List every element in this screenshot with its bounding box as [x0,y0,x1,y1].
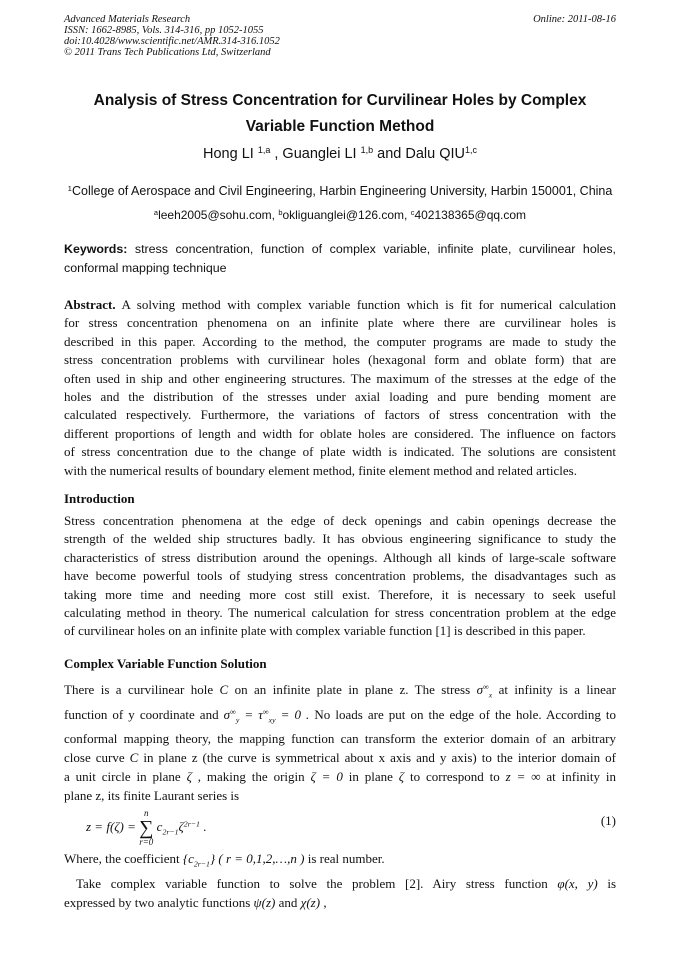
abstract-line: for stress concentration phenomena on an infinite plate where there are curvilinear holes is [64,315,616,331]
text-run: and [275,894,301,910]
tau-symbol: = τ [239,706,263,722]
journal-issn: ISSN: 1662-8985, Vols. 314-316, pp 1052-1055 [64,25,264,36]
abstract [64,296,616,480]
author-list [64,146,616,162]
intro-line: strength of the welded ship structures badly. It has obvious engineering significance to study the [64,531,616,547]
coefficient-line [64,849,616,874]
brace-close: } [209,851,216,866]
journal-doi: doi:10.4028/www.scientific.net/AMR.314-316.1052 [64,36,280,47]
introduction-body [64,512,616,641]
author-2-sup: 1,b [360,145,374,156]
section-heading-introduction: Introduction [64,491,135,506]
equation-number: (1) [600,813,616,828]
x-sub: x [488,690,493,700]
equation-lhs: z = f(ζ) = [86,818,140,834]
text-run: , [320,894,327,910]
affiliation-text: College of Aerospace and Civil Engineering, Harbin Engineering University, Harbin 150001, China [71,184,613,198]
math-sigma-x-inf [476,682,493,700]
airy-line [64,874,616,893]
sigma-glyph: ∑ [139,817,154,839]
paper-title [64,88,616,140]
math-phi: φ(x, y) [557,875,598,891]
intro-line: have become powerful tools of studying stress concentration problems, the disadvantages such as [64,568,616,584]
math-r-range: ( r = 0,1,2,…,n ) [215,851,308,866]
math-zeta: ζ [398,769,405,785]
affiliation [64,184,616,198]
abstract-line: with the numerical results of boundary element method, finite element method and related articles. [64,462,577,478]
complex-body [64,680,616,805]
equation-end: . [199,818,207,834]
keywords [64,240,616,278]
text-run: on an infinite plate in plane z. The stress [228,682,477,697]
sum-lower: r=0 [139,837,154,847]
text-run: There is a curvilinear hole [64,682,220,697]
coef-sub: 2r−1 [162,827,179,837]
math-chi: χ(z) [300,894,321,910]
math-z-infinity: z = ∞ [505,769,541,785]
math-boundary-condition [223,706,310,725]
complex-line: plane z, its finite Laurant series is [64,788,240,804]
author-2: , Guanglei LI [270,146,361,162]
infinity-sup: ∞ [230,707,236,717]
text-run: Take complex variable function to solve the problem [2]. Airy stress function [76,875,558,891]
email-c[interactable]: 402138365@qq.com [414,208,527,222]
text-run: function of y coordinate and [64,706,224,722]
online-date: Online: 2011-08-16 [533,14,616,25]
math-psi: ψ(z) [253,894,276,910]
complex-body-2 [64,849,616,912]
zeta-sup: 2r−1 [183,819,200,829]
abstract-line: calculated respectively. Furthermore, the variations of factors of stress concentration with the [64,407,616,423]
intro-line: taking more time and needing more cost still exist. Therefore, it is necessary to seek useful [64,586,616,602]
complex-line: conformal mapping theory, the mapping function can transform the exterior domain of an arbitrary [64,731,616,747]
text-run: at infinity is a linear [492,682,616,697]
intro-line: calculating method in theory. The numerical calculation for stress concentration problem at the edge [64,605,616,621]
zeta-var: ζ [178,818,184,834]
affiliation-sup: 1 [67,183,72,193]
math-C: C [219,682,229,697]
xy-sub: xy [268,715,276,725]
keywords-line-1 [64,240,616,259]
text-run: expressed by two analytic functions [64,894,254,910]
summation [139,808,153,848]
section-heading-complex-variable: Complex Variable Function Solution [64,656,267,671]
abstract-line: of stress concentration due to the change of plate width is indicated. The solutions are consistent [64,444,616,460]
equation-term [156,818,200,837]
abstract-text: A solving method with complex variable function which is fit for numerical calculation [115,297,616,312]
text-run: at infinity in [540,769,616,785]
sum-upper: n [144,808,149,818]
math-C: C [129,750,139,766]
abstract-line: often used in ship and other engineering structures. The maximum of the stresses at the edge of the [64,370,616,386]
infinity-sup: ∞ [262,707,269,717]
abstract-line: described in this paper. According to the method, the computer programs are made to study the [64,333,616,349]
author-emails [64,208,616,222]
complex-line [64,680,616,705]
sigma-symbol: σ [476,682,483,697]
abstract-line: different proportions of length and width for oblate holes are considered. The influence on factors [64,425,616,441]
equals-zero: = 0 . [275,706,310,722]
sigma-symbol: σ [223,706,231,722]
math-zeta: ζ [186,769,192,785]
airy-line-2 [64,893,616,912]
email-a-sup: a [153,207,159,217]
text-run: in plane z (the curve is symmetrical about x axis and y axis) to the interior domain of [138,750,616,766]
equation-1 [86,808,206,848]
abstract-line: holes and the distribution of the stresses under axial loading and pure bending moment are [64,389,616,405]
journal-header [64,14,616,58]
keywords-line-2: conformal mapping technique [64,261,227,275]
brace-c: {c [182,851,194,866]
intro-line: characteristics of stress distribution around the openings. Although all kinds of large-scale software [64,549,616,565]
text-run: a unit circle in plane [64,769,187,785]
text-run: to correspond to [404,769,506,785]
journal-name: Advanced Materials Research [64,14,191,25]
text-run: is real number. [307,851,385,866]
text-run: is [597,875,616,891]
text-run: close curve [64,750,130,766]
author-1: Hong LI [203,146,258,162]
complex-line [64,705,616,730]
complex-line [64,748,616,767]
text-run: Where, the coefficient [64,851,183,866]
infinity-sup: ∞ [483,682,489,692]
c-sub: 2r−1 [193,859,210,869]
email-b-sup: b [278,207,283,217]
intro-line: of curvilinear holes on an infinite plate with complex variable function [1] is described in this paper. [64,623,586,639]
author-1-sup: 1,a [257,145,271,156]
email-c-sup: c [410,207,415,217]
text-run: in plane [342,769,399,785]
journal-copyright: © 2011 Trans Tech Publications Ltd, Switzerland [64,47,271,58]
author-3-sup: 1,c [465,145,477,156]
keywords-label: Keywords: [64,242,128,256]
author-3: and Dalu QIU [373,146,465,162]
keywords-text-1: stress concentration, function of complex variable, infinite plate, curvilinear holes, [127,242,616,256]
math-zeta-zero: ζ = 0 [310,769,343,785]
title-line-1: Analysis of Stress Concentration for Curvilinear Holes by Complex [93,92,587,109]
email-b[interactable]: okliguanglei@126.com, [282,208,411,222]
coef-c: c [156,818,163,834]
intro-line: Stress concentration phenomena at the edge of deck openings and cabin openings decrease the [64,513,616,528]
text-run: , making the origin [191,769,311,785]
text-run: No loads are put on the edge of the hole. According to [309,706,616,722]
abstract-label: Abstract. [64,297,116,312]
complex-line [64,767,616,786]
math-coefficient-set [182,851,216,869]
email-a[interactable]: leeh2005@sohu.com, [158,208,279,222]
abstract-line [64,296,616,314]
abstract-line: stress concentration problems with curvilinear holes (hexagonal form and oblate form) that are [64,352,616,368]
y-sub: y [235,715,240,725]
title-line-2: Variable Function Method [245,118,435,135]
